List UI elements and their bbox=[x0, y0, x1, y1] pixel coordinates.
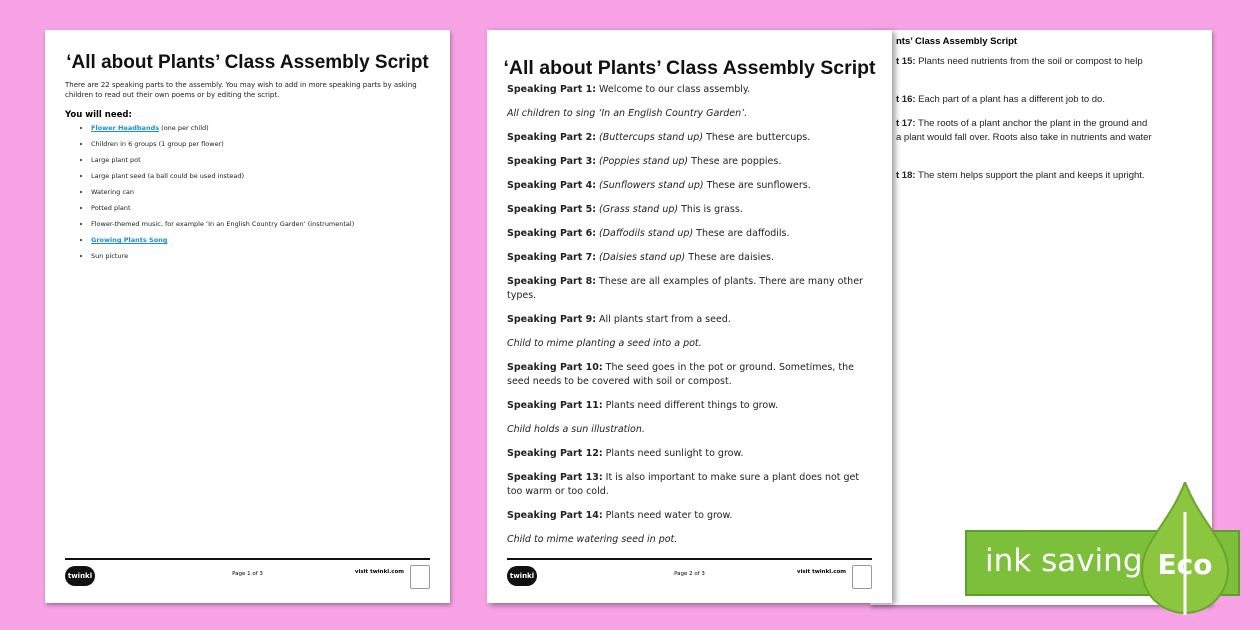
ink-saving-label: ink saving bbox=[985, 543, 1143, 579]
page-title: ‘All about Plants’ Class Assembly Script bbox=[503, 57, 876, 79]
script-line: Speaking Part 13: It is also important to make sure a plant does not get too warm or too cold. bbox=[507, 472, 860, 497]
page-title: ‘All about Plants’ Class Assembly Script bbox=[66, 52, 429, 73]
twinkl-logo: twinkl bbox=[507, 566, 537, 586]
list-item: • Sun picture bbox=[91, 250, 450, 266]
script-line: Child holds a sun illustration. bbox=[507, 424, 645, 435]
twinkl-logo: twinkl bbox=[65, 566, 95, 586]
needs-heading: You will need: bbox=[65, 110, 132, 120]
script-line: Speaking Part 1: Welcome to our class assembly. bbox=[507, 84, 751, 95]
list-item bbox=[91, 234, 450, 250]
page-footer bbox=[65, 558, 430, 600]
script-line: All children to sing ‘In an English Country Garden’. bbox=[507, 108, 748, 119]
list-item: • Watering can bbox=[91, 186, 450, 202]
list-item: • Large plant seed (a ball could be used instead) bbox=[91, 170, 450, 186]
list-item: • Large plant pot bbox=[91, 154, 450, 170]
intro-text: There are 22 speaking parts to the assembly. You may wish to add in more speaking parts by asking children to read out their own poems or by editing the script. bbox=[65, 81, 417, 99]
script-line: t 18: The stem helps support the plant and keeps it upright. bbox=[896, 170, 1145, 181]
script-line: Speaking Part 6: (Daffodils stand up) These are daffodils. bbox=[507, 228, 790, 239]
script-line: Speaking Part 10: The seed goes in the pot or ground. Sometimes, the seed needs to be covered with soil or compost. bbox=[507, 362, 854, 387]
page-2-thumbnail bbox=[487, 30, 892, 603]
page-footer bbox=[507, 558, 872, 600]
list-item: • Children in 6 groups (1 group per flower) bbox=[91, 138, 450, 154]
script-lines bbox=[507, 83, 872, 557]
page-number: Page 1 of 3 bbox=[232, 571, 263, 577]
needs-list bbox=[45, 122, 450, 266]
list-item: • Potted plant bbox=[91, 202, 450, 218]
quality-badge-icon bbox=[852, 565, 872, 589]
script-line: t 17: The roots of a plant anchor the plant in the ground and bbox=[896, 118, 1148, 129]
page-title: nts’ Class Assembly Script bbox=[896, 36, 1018, 47]
script-line: Speaking Part 9: All plants start from a seed. bbox=[507, 314, 731, 325]
quality-badge-icon bbox=[410, 565, 430, 589]
list-item: • Flower-themed music, for example ‘In an English Country Garden’ (instrumental) bbox=[91, 218, 450, 234]
visit-link: visit twinkl.com bbox=[796, 569, 846, 575]
script-line: Speaking Part 5: (Grass stand up) This is grass. bbox=[507, 204, 743, 215]
script-line: Speaking Part 4: (Sunflowers stand up) These are sunflowers. bbox=[507, 180, 811, 191]
script-line: Speaking Part 7: (Daisies stand up) These are daisies. bbox=[507, 252, 775, 263]
script-line: t 15: Plants need nutrients from the soil or compost to help bbox=[896, 56, 1143, 67]
eco-drop-icon bbox=[1140, 482, 1230, 617]
visit-link: visit twinkl.com bbox=[354, 569, 404, 575]
list-item bbox=[91, 122, 450, 138]
script-line: Speaking Part 14: Plants need water to grow. bbox=[507, 510, 733, 521]
script-line: Speaking Part 3: (Poppies stand up) These are poppies. bbox=[507, 156, 782, 167]
script-line: a plant would fall over. Roots also take in nutrients and water bbox=[896, 132, 1152, 143]
page-number: Page 2 of 3 bbox=[674, 571, 705, 577]
script-line: Speaking Part 8: These are all examples of plants. There are many other types. bbox=[507, 276, 863, 301]
script-line: t 16: Each part of a plant has a different job to do. bbox=[896, 94, 1105, 105]
item-text: (one per child) bbox=[159, 124, 209, 132]
flower-headbands-link[interactable]: Flower Headbands bbox=[91, 124, 160, 132]
script-line: Speaking Part 12: Plants need sunlight to grow. bbox=[507, 448, 744, 459]
script-line: Child to mime watering seed in pot. bbox=[507, 534, 678, 545]
eco-label: Eco bbox=[1157, 548, 1213, 581]
growing-plants-song-link[interactable]: Growing Plants Song bbox=[91, 236, 168, 244]
script-line: Speaking Part 2: (Buttercups stand up) These are buttercups. bbox=[507, 132, 811, 143]
page-1-thumbnail bbox=[45, 30, 450, 603]
script-line: Speaking Part 11: Plants need different things to grow. bbox=[507, 400, 779, 411]
script-line: Child to mime planting a seed into a pot. bbox=[507, 338, 702, 349]
